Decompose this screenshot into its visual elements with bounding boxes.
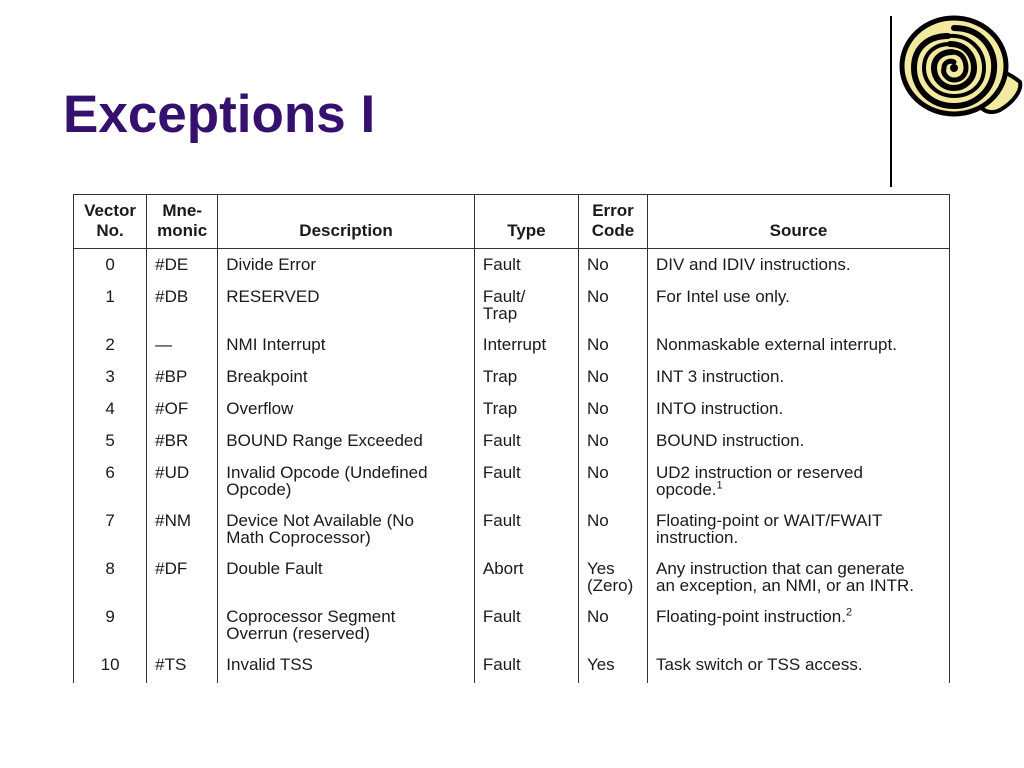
table-row	[74, 555, 950, 603]
slide-title: Exceptions I	[63, 85, 376, 144]
cell-source	[648, 603, 950, 651]
vertical-divider	[890, 16, 892, 187]
table-row	[74, 507, 950, 555]
cell-type: Fault	[474, 603, 578, 651]
cell-error-code: No	[578, 427, 647, 459]
cell-description: Breakpoint	[218, 363, 475, 395]
cell-description: BOUND Range Exceeded	[218, 427, 475, 459]
cell-description: Divide Error	[218, 248, 475, 283]
cell-error-code: No	[578, 507, 647, 555]
cell-vector: 9	[74, 603, 147, 651]
table-header-row	[74, 195, 950, 249]
cell-error-code: No	[578, 331, 647, 363]
cell-vector: 5	[74, 427, 147, 459]
table-row	[74, 331, 950, 363]
cell-vector: 2	[74, 331, 147, 363]
table-row	[74, 427, 950, 459]
cell-type: Trap	[474, 363, 578, 395]
cell-mnemonic: #OF	[147, 395, 218, 427]
cell-type: Interrupt	[474, 331, 578, 363]
cell-source	[648, 651, 950, 683]
cell-description: Invalid Opcode (Undefined Opcode)	[218, 459, 475, 507]
cell-vector: 7	[74, 507, 147, 555]
footnote-marker: 2	[845, 606, 853, 619]
cell-error-code: No	[578, 603, 647, 651]
source-text: DIV and IDIV instructions.	[656, 254, 851, 274]
cell-type: Fault/ Trap	[474, 283, 578, 331]
footnote-marker: 1	[716, 479, 723, 492]
cell-mnemonic: #DF	[147, 555, 218, 603]
cell-description: RESERVED	[218, 283, 475, 331]
table-row	[74, 651, 950, 683]
cell-vector: 1	[74, 283, 147, 331]
cell-source	[648, 395, 950, 427]
cell-mnemonic	[147, 603, 218, 651]
header-vector-no: Vector No.	[74, 195, 147, 249]
cell-type: Fault	[474, 651, 578, 683]
header-description: Description	[218, 195, 475, 249]
source-text: INTO instruction.	[656, 398, 784, 418]
table-row	[74, 395, 950, 427]
cell-description: NMI Interrupt	[218, 331, 475, 363]
header-source: Source	[648, 195, 950, 249]
source-text: BOUND instruction.	[656, 430, 805, 450]
cell-error-code: Yes	[578, 651, 647, 683]
cell-vector: 4	[74, 395, 147, 427]
cell-mnemonic: #NM	[147, 507, 218, 555]
source-text: UD2 instruction or reserved opcode.	[656, 462, 863, 499]
cell-mnemonic: —	[147, 331, 218, 363]
table-row	[74, 248, 950, 283]
table-row	[74, 283, 950, 331]
cell-description: Overflow	[218, 395, 475, 427]
cell-source	[648, 459, 950, 507]
source-text: Task switch or TSS access.	[656, 654, 863, 674]
cell-source	[648, 555, 950, 603]
cell-source	[648, 283, 950, 331]
cell-mnemonic: #DE	[147, 248, 218, 283]
source-text: Floating-point or WAIT/FWAIT instruction.	[656, 510, 883, 547]
cell-description: Device Not Available (No Math Coprocessor)	[218, 507, 475, 555]
cell-error-code: No	[578, 459, 647, 507]
header-type: Type	[474, 195, 578, 249]
header-error-code: Error Code	[578, 195, 647, 249]
cell-source	[648, 363, 950, 395]
cell-error-code: No	[578, 248, 647, 283]
cell-vector: 0	[74, 248, 147, 283]
cell-source	[648, 427, 950, 459]
cell-type: Fault	[474, 459, 578, 507]
exceptions-table	[73, 194, 950, 683]
cell-source	[648, 507, 950, 555]
table-row	[74, 363, 950, 395]
cell-error-code: No	[578, 395, 647, 427]
cell-vector: 3	[74, 363, 147, 395]
cell-source	[648, 248, 950, 283]
cell-type: Fault	[474, 507, 578, 555]
cell-mnemonic: #BP	[147, 363, 218, 395]
table-row	[74, 459, 950, 507]
cell-mnemonic: #BR	[147, 427, 218, 459]
source-text: INT 3 instruction.	[656, 366, 785, 386]
cell-mnemonic: #DB	[147, 283, 218, 331]
cell-vector: 6	[74, 459, 147, 507]
cell-type: Fault	[474, 427, 578, 459]
cell-vector: 8	[74, 555, 147, 603]
cell-error-code: No	[578, 363, 647, 395]
source-text: Any instruction that can generate an exception, an NMI, or an INTR.	[656, 558, 914, 595]
header-mnemonic: Mne- monic	[147, 195, 218, 249]
cell-description: Coprocessor Segment Overrun (reserved)	[218, 603, 475, 651]
cell-type: Fault	[474, 248, 578, 283]
cell-description: Double Fault	[218, 555, 475, 603]
source-text: For Intel use only.	[656, 286, 790, 306]
source-text: Nonmaskable external interrupt.	[656, 334, 897, 354]
source-text: Floating-point instruction.	[656, 606, 846, 626]
cell-error-code: Yes (Zero)	[578, 555, 647, 603]
cell-error-code: No	[578, 283, 647, 331]
cell-vector: 10	[74, 651, 147, 683]
cell-mnemonic: #TS	[147, 651, 218, 683]
table-row	[74, 603, 950, 651]
cell-description: Invalid TSS	[218, 651, 475, 683]
cell-type: Abort	[474, 555, 578, 603]
scroll-icon	[896, 10, 1024, 122]
cell-source	[648, 331, 950, 363]
cell-type: Trap	[474, 395, 578, 427]
cell-mnemonic: #UD	[147, 459, 218, 507]
